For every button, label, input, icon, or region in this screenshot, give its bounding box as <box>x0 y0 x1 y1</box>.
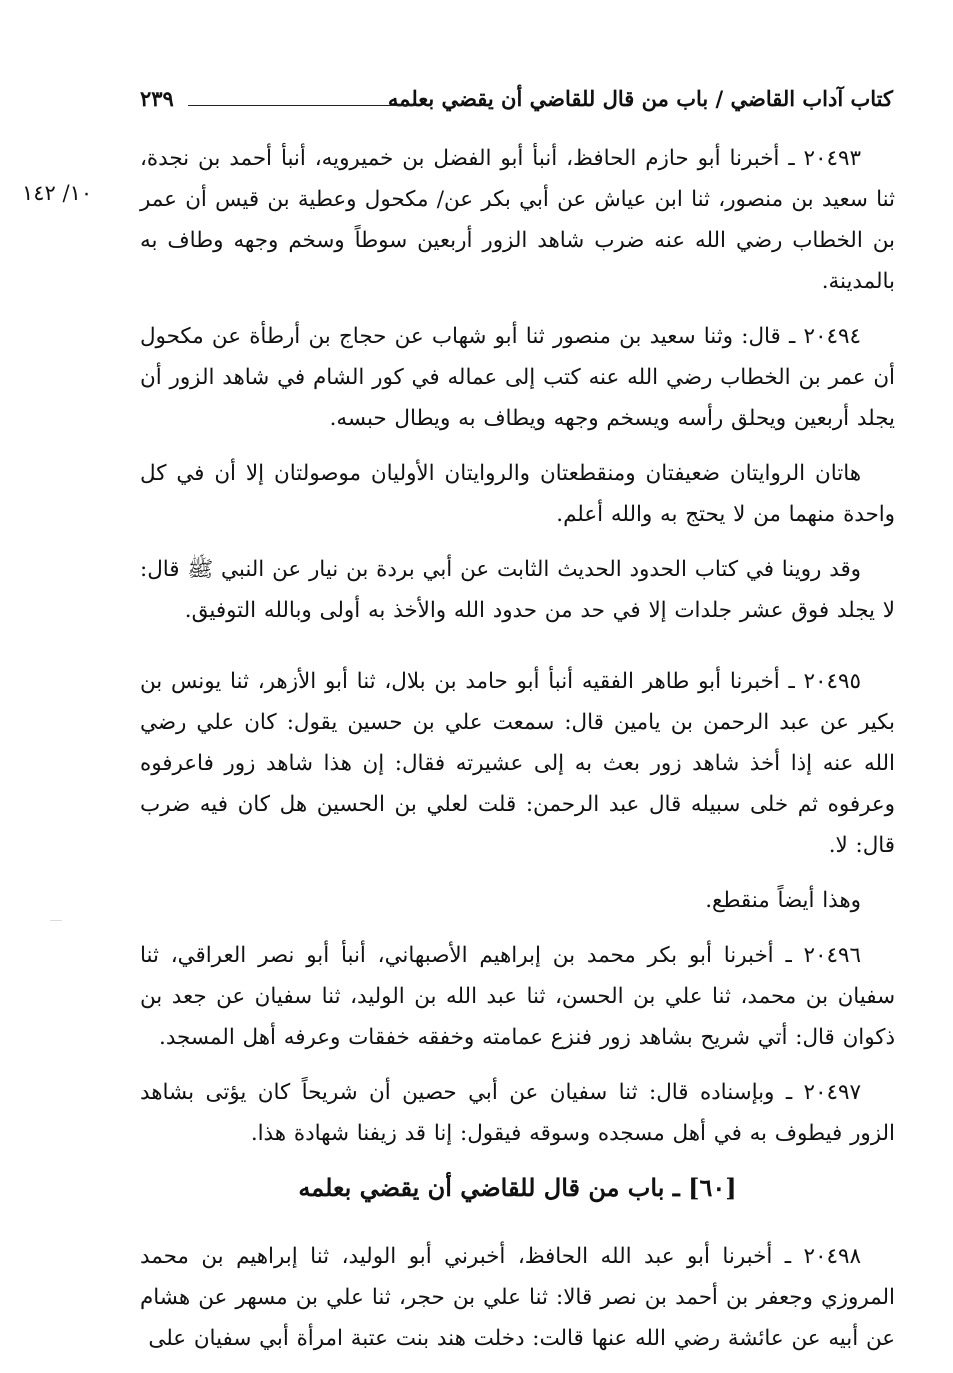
hadith-20497: ٢٠٤٩٧ ـ وبإسناده قال: ثنا سفيان عن أبي حصين أن شريحاً كان يؤتى بشاهد الزور فيطوف به في أهل مسجده وسوقه فيقول: إنا قد زيفنا شهادة هذا. <box>140 1080 895 1146</box>
running-header <box>140 86 893 122</box>
commentary-paragraph-2: وقد روينا في كتاب الحدود الحديث الثابت عن أبي بردة بن نيار عن النبي ﷺ قال: لا يجلد فوق عشر جلدات إلا في حد من حدود الله والأخذ به أولى وبالله التوفيق. <box>140 557 895 623</box>
page-number: ٢٣٩ <box>140 86 174 111</box>
header-rule <box>188 105 415 106</box>
hadith-20494: ٢٠٤٩٤ ـ قال: وثنا سعيد بن منصور ثنا أبو شهاب عن حجاج بن أرطأة عن مكحول أن عمر بن الخطاب رضي الله عنه كتب إلى عماله في كور الشام في شاهد الزور أن يجلد أربعين ويحلق رأسه ويسخم وجهه ويطاف به ويطال حبسه. <box>140 324 895 431</box>
hadith-20493: ٢٠٤٩٣ ـ أخبرنا أبو حازم الحافظ، أنبأ أبو الفضل بن خميرويه، أنبأ أحمد بن نجدة، ثنا سعيد بن منصور، ثنا ابن عياش عن أبي بكر عن/ مكحول وعطية بن قيس أن عمر بن الخطاب رضي الله عنه ضرب شاهد الزور أربعين سوطاً وسخم وجهه وطاف به بالمدينة. <box>140 146 895 294</box>
hadith-20498: ٢٠٤٩٨ ـ أخبرنا أبو عبد الله الحافظ، أخبرني أبو الوليد، ثنا إبراهيم بن محمد المروزي وجعفر بن أحمد بن نصر قالا: ثنا علي بن حجر، ثنا علي بن مسهر عن هشام عن أبيه عن عائشة رضي الله عنها قالت: دخلت هند بنت عتبة امرأة أبي سفيان على <box>140 1244 895 1351</box>
commentary-paragraph: هاتان الروايتان ضعيفتان ومنقطعتان والروايتان الأوليان موصولتان إلا أن في كل واحدة منهما من لا يحتج به والله أعلم. <box>140 461 895 527</box>
margin-reference: ١٠/ ١٤٢ <box>22 181 93 205</box>
page-body <box>140 138 895 1373</box>
commentary-paragraph-3: وهذا أيضاً منقطع. <box>705 888 861 913</box>
hadith-20496: ٢٠٤٩٦ ـ أخبرنا أبو بكر محمد بن إبراهيم الأصبهاني، أنبأ أبو نصر العراقي، ثنا سفيان بن محمد، ثنا علي بن الحسن، ثنا عبد الله بن الوليد، ثنا سفيان عن جعد بن ذكوان قال: أتي شريح بشاهد زور فنزع عمامته وخفقه خفقات وعرفه أهل المسجد. <box>140 943 895 1050</box>
scan-mark <box>50 920 62 921</box>
section-title: [٦٠] ـ باب من قال للقاضي أن يقضي بعلمه <box>298 1173 737 1202</box>
header-title: كتاب آداب القاضي / باب من قال للقاضي أن يقضي بعلمه <box>387 86 893 111</box>
hadith-20495: ٢٠٤٩٥ ـ أخبرنا أبو طاهر الفقيه أنبأ أبو حامد بن بلال، ثنا أبو الأزهر، ثنا يونس بن بكير عن عبد الرحمن بن يامين قال: سمعت علي بن حسين يقول: كان علي رضي الله عنه إذا أخذ شاهد زور بعث به إلى عشيرته فقال: إن هذا شاهد زور فاعرفوه وعرفوه ثم خلى سبيله قال عبد الرحمن: قلت لعلي بن الحسين هل كان فيه ضرب قال: لا. <box>140 669 895 858</box>
